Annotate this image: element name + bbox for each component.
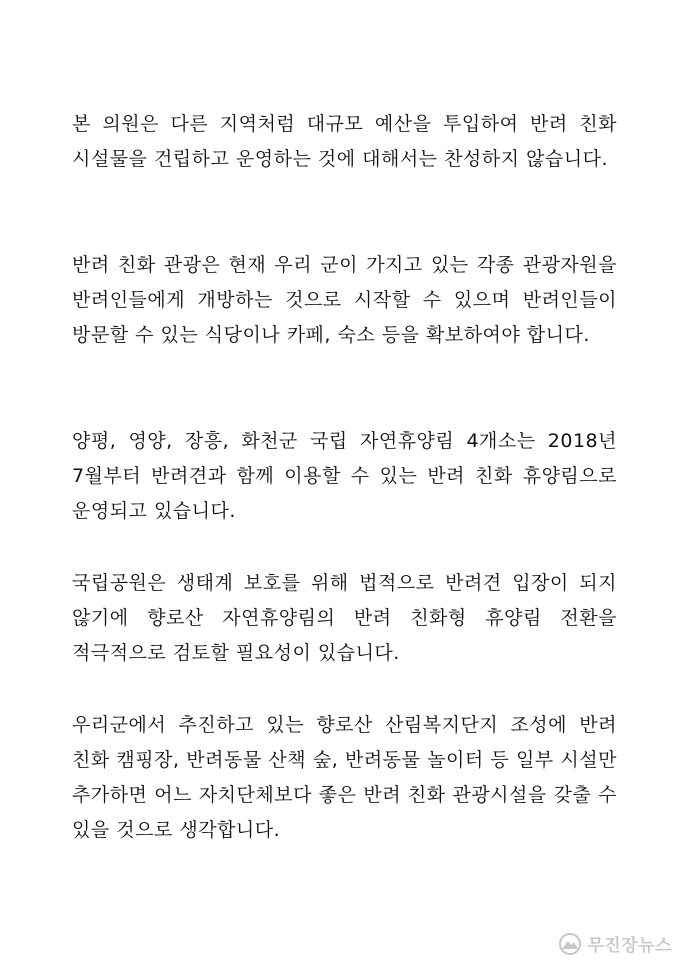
watermark-text: 무진장뉴스 bbox=[587, 936, 672, 956]
mountain-logo-icon bbox=[557, 933, 583, 955]
paragraph-3: 양평, 영양, 장흥, 화천군 국립 자연휴양림 4개소는 2018년 7월부터 반려견과 함께 이용할 수 있는 반려 친화 휴양림으로 운영되고 있습니다. bbox=[72, 430, 617, 522]
paragraph-1: 본 의원은 다른 지역처럼 대규모 예산을 투입하여 반려 친화 시설물을 건립하고 운영하는 것에 대해서는 찬성하지 않습니다. bbox=[72, 113, 617, 170]
watermark bbox=[557, 931, 672, 956]
paragraph-4: 국립공원은 생태계 보호를 위해 법적으로 반려견 입장이 되지 않기에 향로산 자연휴양림의 반려 친화형 휴양림 전환을 적극적으로 검토할 필요성이 있습니다. bbox=[72, 572, 617, 664]
paragraph-5: 우리군에서 추진하고 있는 향로산 산림복지단지 조성에 반려 친화 캠핑장, 반려동물 산책 숲, 반려동물 놀이터 등 일부 시설만 추가하면 어느 자치단체보다 좋은 반려 친화 관광시설을 갖출 수 있을 것으로 생각합니다. bbox=[72, 714, 617, 841]
paragraph-2: 반려 친화 관광은 현재 우리 군이 가지고 있는 각종 관광자원을 반려인들에게 개방하는 것으로 시작할 수 있으며 반려인들이 방문할 수 있는 식당이나 카페, 숙소 등을 확보하여야 합니다. bbox=[72, 254, 617, 346]
